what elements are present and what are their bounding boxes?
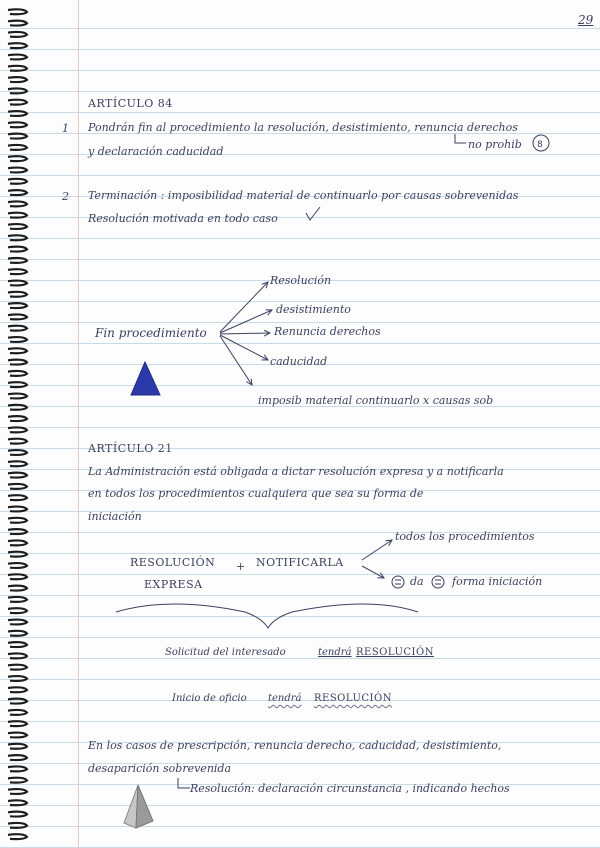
fin-root: Fin procedimiento [95, 326, 207, 340]
grey-pyramid [124, 785, 153, 828]
res-branch-bottom-pre: da [410, 575, 424, 588]
oficio-obj: RESOLUCIÓN [314, 693, 392, 704]
spiral-loop [8, 518, 27, 523]
fin-branch-imposib: imposib material continuarlo x causas sob [258, 394, 494, 407]
spiral-loop [8, 134, 27, 139]
art21-line3: iniciación [88, 510, 142, 523]
spiral-loop [8, 484, 27, 489]
spiral-loop [8, 665, 27, 670]
spiral-loop [8, 676, 27, 681]
spiral-loop [8, 529, 27, 534]
final-line1: En los casos de prescripción, renuncia derecho, caducidad, desistimiento, [88, 739, 502, 752]
art21-line1: La Administración está obligada a dictar resolución expresa y a notificarla [88, 465, 504, 478]
spiral-loop [8, 540, 27, 545]
spiral-loop [8, 789, 27, 794]
oficio-pre: Inicio de oficio [172, 693, 247, 704]
equals-circle-1 [392, 576, 404, 588]
res-left-top: RESOLUCIÓN [130, 556, 216, 569]
item1-aside: no prohib [468, 138, 522, 151]
spiral-loop [8, 326, 27, 331]
final-line2: desaparición sobrevenida [88, 762, 232, 775]
spiral-loop [8, 450, 27, 455]
spiral-loop [8, 755, 27, 760]
spiral-loop [8, 653, 27, 658]
item1-line2: y declaración caducidad [88, 145, 224, 158]
fin-branch-renuncia: Renuncia derechos [274, 325, 381, 338]
spiral-loop [8, 608, 27, 613]
spiral-loop [8, 32, 27, 37]
spiral-loop [8, 348, 27, 353]
spiral-loop [8, 122, 27, 127]
art84-heading: ARTÍCULO 84 [88, 97, 173, 110]
oficio-verb: tendrá [268, 693, 302, 704]
spiral-loop [8, 574, 27, 579]
spiral-loop [8, 586, 27, 591]
spiral-loop [8, 66, 27, 71]
spiral-loop [8, 292, 27, 297]
blue-triangle [131, 362, 160, 395]
spiral-loop [8, 382, 27, 387]
spiral-binding [0, 0, 30, 848]
spiral-loop [8, 473, 27, 478]
spiral-loop [8, 800, 27, 805]
res-branch-bottom-post: forma iniciación [452, 575, 543, 588]
res-middle: NOTIFICARLA [256, 556, 344, 569]
spiral-loop [8, 21, 27, 26]
spiral-loop [8, 168, 27, 173]
spiral-loop [8, 77, 27, 82]
spiral-loop [8, 235, 27, 240]
spiral-loop [8, 258, 27, 263]
solicitud-obj: RESOLUCIÓN [356, 647, 434, 658]
spiral-loop [8, 461, 27, 466]
spiral-loop [8, 111, 27, 116]
spiral-loop [8, 156, 27, 161]
spiral-loop [8, 687, 27, 692]
spiral-loop [8, 495, 27, 500]
spiral-loop [8, 371, 27, 376]
spiral-loop [8, 360, 27, 365]
fin-branch-desistimiento: desistimiento [276, 303, 351, 316]
spiral-loop [8, 213, 27, 218]
item2-number: 2 [62, 190, 69, 203]
spiral-loop [8, 710, 27, 715]
spiral-loop [8, 733, 27, 738]
res-branch-top: todos los procedimientos [395, 530, 535, 543]
res-arrows [362, 540, 392, 578]
spiral-loop [8, 812, 27, 817]
solicitud-pre: Solicitud del interesado [165, 647, 286, 658]
spiral-loop [8, 642, 27, 647]
spiral-loop [8, 303, 27, 308]
spiral-loop [8, 337, 27, 342]
spiral-loop [8, 100, 27, 105]
spiral-loop [8, 620, 27, 625]
spiral-loop [8, 43, 27, 48]
item2-line1: Terminación : imposibilidad material de continuarlo por causas sobrevenidas [88, 189, 519, 202]
spiral-loop [8, 766, 27, 771]
spiral-loop [8, 145, 27, 150]
spiral-loop [8, 201, 27, 206]
margin-line [78, 0, 79, 848]
curly-brace [116, 604, 418, 628]
spiral-loop [8, 405, 27, 410]
page-number: 29 [578, 13, 594, 27]
circle-mark-symbol: 8 [537, 140, 543, 150]
final-hook-arrow [178, 778, 190, 788]
equals-circle-2 [432, 576, 444, 588]
spiral-loop [8, 269, 27, 274]
spiral-loop [8, 507, 27, 512]
item1-line1: Pondrán fin al procedimiento la resolución, desistimiento, renuncia derechos [88, 121, 518, 134]
spiral-loop [8, 778, 27, 783]
res-left-bottom: EXPRESA [144, 578, 203, 591]
spiral-loop [8, 427, 27, 432]
spiral-loop [8, 314, 27, 319]
spiral-loop [8, 247, 27, 252]
spiral-loop [8, 552, 27, 557]
fin-branch-caducidad: caducidad [270, 355, 328, 368]
spiral-loop [8, 563, 27, 568]
spiral-loop [8, 281, 27, 286]
spiral-loop [8, 190, 27, 195]
final-line3: Resolución: declaración circunstancia , indicando hechos [190, 782, 510, 795]
spiral-loop [8, 9, 27, 14]
circle-mark [533, 135, 549, 151]
solicitud-verb: tendrá [318, 647, 352, 658]
fin-arrows [220, 282, 272, 385]
item1-number: 1 [62, 122, 69, 135]
spiral-loop [8, 834, 27, 839]
spiral-loop [8, 631, 27, 636]
aside-hook-arrow [455, 134, 466, 143]
spiral-loop [8, 439, 27, 444]
spiral-loop [8, 55, 27, 60]
art21-line2: en todos los procedimientos cualquiera que sea su forma de [88, 487, 424, 500]
spiral-loop [8, 416, 27, 421]
spiral-loop [8, 224, 27, 229]
fin-branch-resolucion: Resolución [270, 274, 332, 287]
item2-line2: Resolución motivada en todo caso [88, 212, 278, 225]
art21-heading: ARTÍCULO 21 [88, 442, 173, 455]
spiral-loop [8, 597, 27, 602]
spiral-loop [8, 394, 27, 399]
spiral-loop [8, 179, 27, 184]
spiral-loop [8, 699, 27, 704]
spiral-loop [8, 823, 27, 828]
check-mark [306, 207, 320, 220]
spiral-loop [8, 721, 27, 726]
res-plus: + [236, 560, 246, 573]
spiral-loop [8, 744, 27, 749]
spiral-loop [8, 88, 27, 93]
